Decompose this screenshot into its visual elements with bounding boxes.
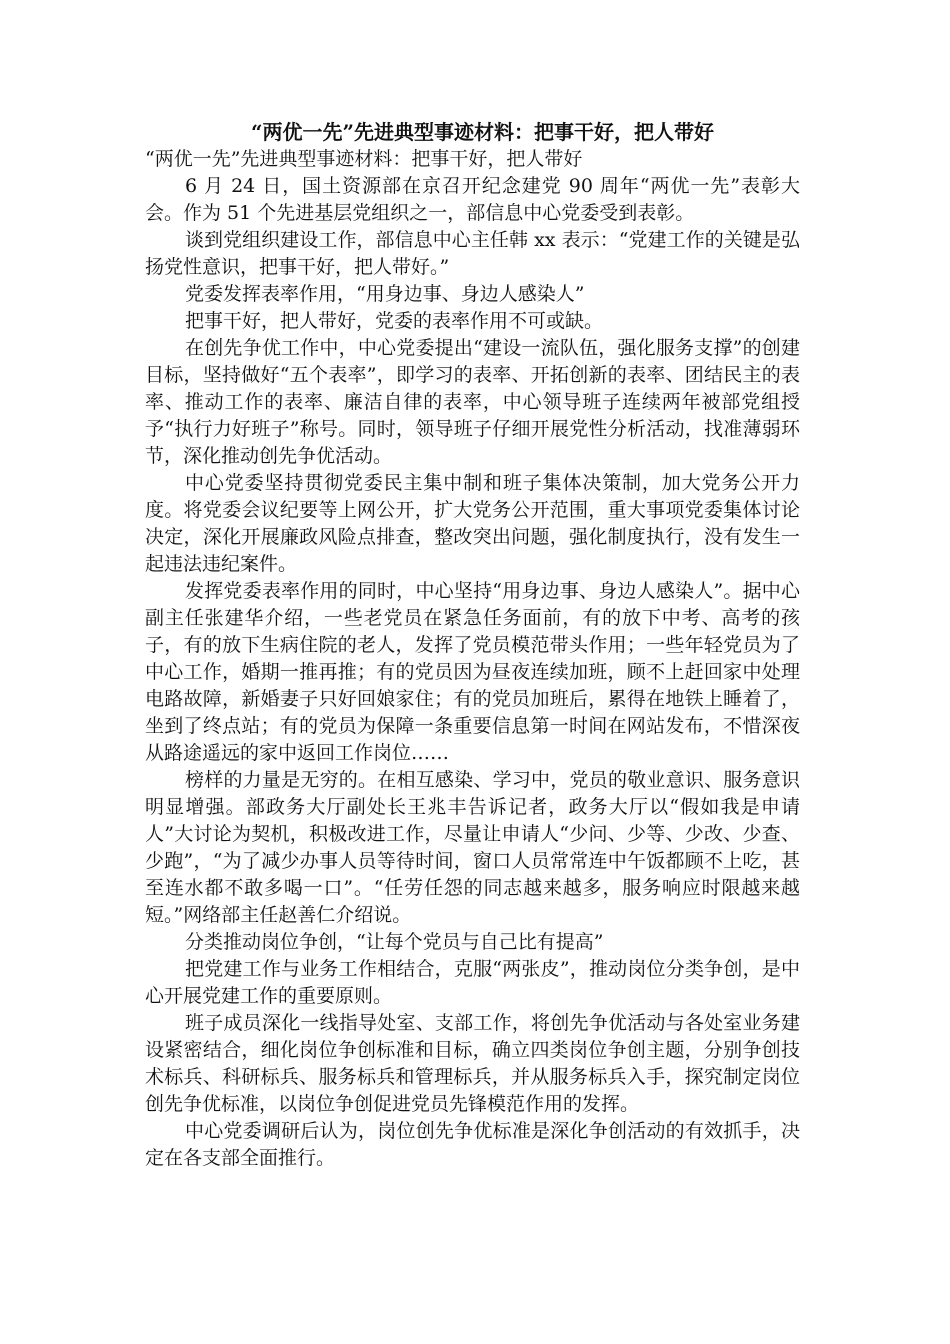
paragraph: 把事干好，把人带好，党委的表率作用不可或缺。 — [185, 310, 604, 332]
paragraph: 中心党委坚持贯彻党委民主集中制和班子集体决策制，加大党务公开力度。将党委会议纪要等上网公开，扩大党务公开范围，重大事项党委集体讨论决定，深化开展廉政风险点排查，整改突出问题，强化制度执行，没有发生一起违法违纪案件。 — [145, 472, 800, 575]
paragraph: 中心党委调研后认为，岗位创先争优标准是深化争创活动的有效抓手，决定在各支部全面推行。 — [145, 1120, 800, 1169]
paragraph: 发挥党委表率作用的同时，中心坚持“用身边事、身边人感染人”。据中心副主任张建华介绍，一些老党员在紧急任务面前，有的放下中考、高考的孩子，有的放下生病住院的老人，发挥了党员模范带头作用；一些年轻党员为了中心工作，婚期一推再推；有的党员因为昼夜连续加班，顾不上赶回家中处理电路故障，新婚妻子只好回娘家住；有的党员加班后，累得在地铁上睡着了，坐到了终点站；有的党员为保障一条重要信息第一时间在网站发布，不惜深夜从路途遥远的家中返回工作岗位…… — [145, 580, 800, 764]
paragraph: 班子成员深化一线指导处室、支部工作，将创先争优活动与各处室业务建设紧密结合，细化岗位争创标准和目标，确立四类岗位争创主题，分别争创技术标兵、科研标兵、服务标兵和管理标兵，并从服务标兵入手，探究制定岗位创先争优标准，以岗位争创促进党员先锋模范作用的发挥。 — [145, 1012, 800, 1115]
paragraph: 6 月 24 日，国土资源部在京召开纪念建党 90 周年“两优一先”表彰大会。作为 51 个先进基层党组织之一，部信息中心党委受到表彰。 — [145, 175, 800, 224]
paragraph: 榜样的力量是无穷的。在相互感染、学习中，党员的敬业意识、服务意识明显增强。部政务大厅副处长王兆丰告诉记者，政务大厅以“假如我是申请人”大讨论为契机，积极改进工作，尽量让申请人“少问、少等、少改、少查、少跑”，“为了减少办事人员等待时间，窗口人员常常连中午饭都顾不上吃，甚至连水都不敢多喝一口”。“任劳任怨的同志越来越多，服务响应时限越来越短。”网络部主任赵善仁介绍说。 — [145, 769, 800, 926]
section-heading: 党委发挥表率作用，“用身边事、身边人感染人” — [185, 283, 585, 305]
document-subtitle: “两优一先”先进典型事迹材料：把事干好，把人带好 — [145, 148, 583, 170]
paragraph: 谈到党组织建设工作，部信息中心主任韩 xx 表示：“党建工作的关键是弘扬党性意识，把事干好，把人带好。” — [145, 229, 800, 278]
section-heading: 分类推动岗位争创，“让每个党员与自己比有提高” — [185, 931, 604, 953]
document-page — [145, 118, 800, 1172]
paragraph: 把党建工作与业务工作相结合，克服“两张皮”，推动岗位分类争创，是中心开展党建工作的重要原则。 — [145, 958, 800, 1007]
paragraph: 在创先争优工作中，中心党委提出“建设一流队伍，强化服务支撑”的创建目标，坚持做好“五个表率”，即学习的表率、开拓创新的表率、团结民主的表率、推动工作的表率、廉洁自律的表率，中心领导班子连续两年被部党组授予“执行力好班子”称号。同时，领导班子仔细开展党性分析活动，找准薄弱环节，深化推动创先争优活动。 — [145, 337, 800, 467]
document-title: “两优一先”先进典型事迹材料：把事干好，把人带好 — [250, 120, 714, 144]
